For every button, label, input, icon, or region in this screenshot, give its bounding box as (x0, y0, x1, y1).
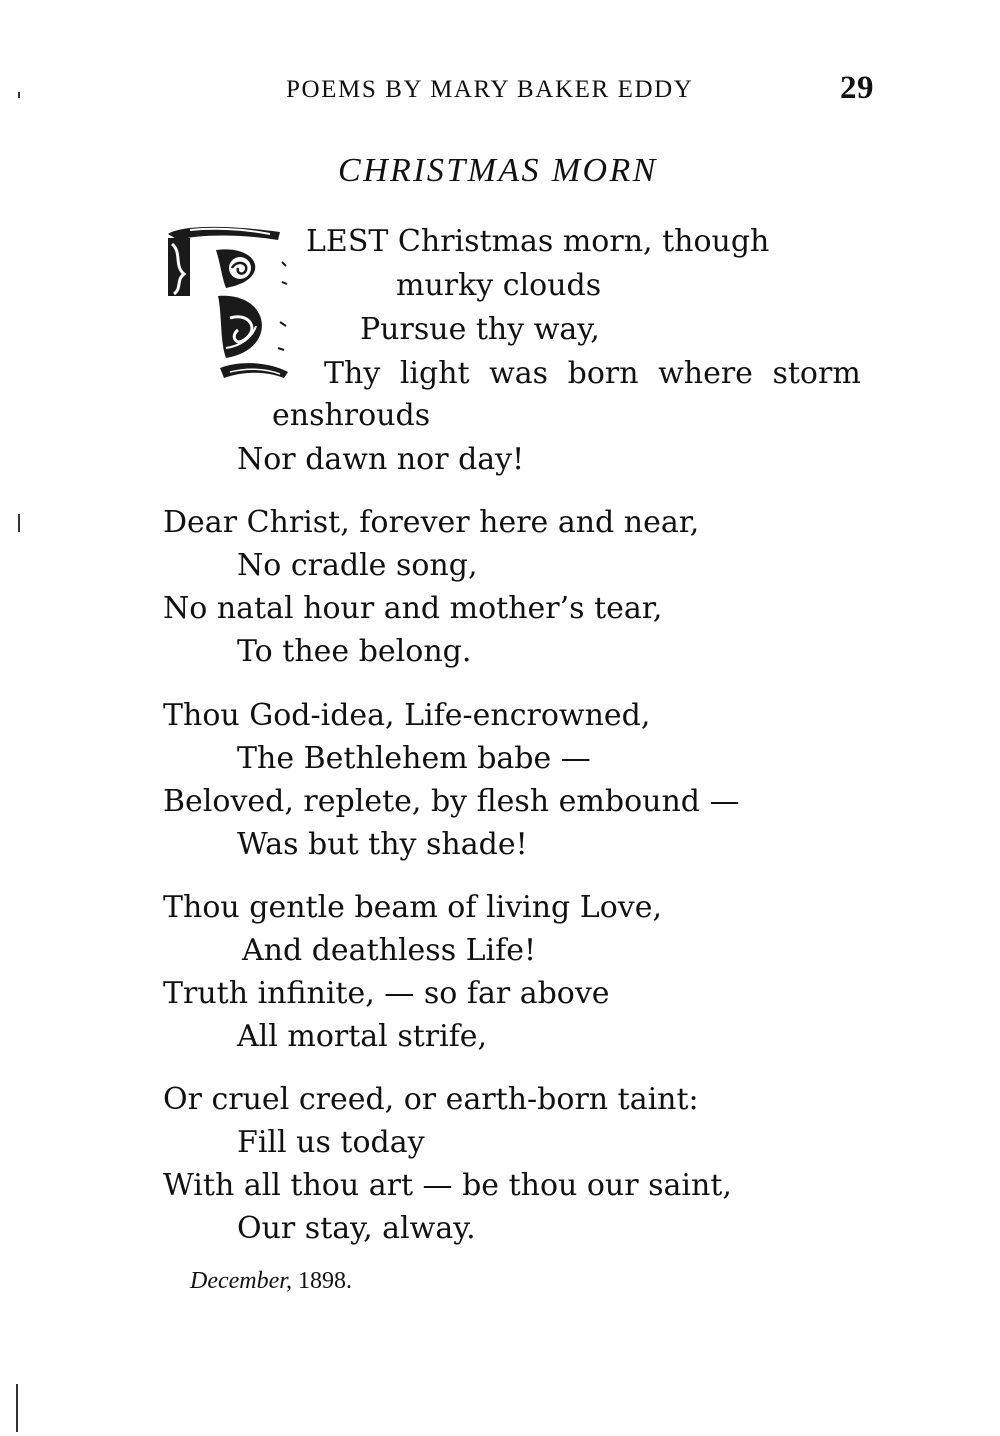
page-number: 29 (840, 70, 874, 106)
poem-date-month: December, (190, 1268, 292, 1294)
margin-mark (18, 514, 20, 532)
stanza3-line2: The Bethlehem babe — (237, 741, 591, 776)
stanza4-line2: And deathless Life! (242, 933, 537, 968)
stanza3-line1: Thou God-idea, Life-encrowned, (163, 698, 651, 733)
stanza5-line3: With all thou art — be thou our saint, (163, 1168, 732, 1203)
stanza4-line3: Truth infinite, — so far above (163, 976, 610, 1011)
stanza3-line3: Beloved, replete, by flesh embound — (163, 784, 740, 819)
margin-mark (16, 1384, 18, 1432)
margin-mark (18, 92, 20, 98)
stanza1-line1: LEST Christmas morn, though (306, 224, 770, 259)
stanza1-line3: Pursue thy way, (360, 312, 600, 347)
stanza1-line2: murky clouds (396, 268, 602, 303)
stanza2-line2: No cradle song, (237, 548, 478, 583)
stanza2-line4: To thee belong. (237, 634, 472, 669)
stanza5-line4: Our stay, alway. (237, 1211, 476, 1246)
poem-date-year: 1898. (297, 1268, 352, 1294)
stanza5-line1: Or cruel creed, or earth-born taint: (163, 1082, 699, 1117)
poem-date (190, 1268, 352, 1295)
stanza1-line4: Thy light was born where storm (324, 356, 861, 391)
stanza3-line4: Was but thy shade! (237, 827, 528, 862)
stanza4-line4: All mortal strife, (237, 1019, 488, 1054)
stanza2-line3: No natal hour and mother’s tear, (163, 591, 663, 626)
running-head: POEMS BY MARY BAKER EDDY (286, 76, 694, 103)
stanza1-line5: enshrouds (272, 398, 431, 433)
stanza5-line2: Fill us today (237, 1125, 425, 1160)
stanza1-line6: Nor dawn nor day! (237, 442, 525, 477)
poem-title: CHRISTMAS MORN (338, 152, 658, 189)
stanza2-line1: Dear Christ, forever here and near, (163, 505, 700, 540)
stanza4-line1: Thou gentle beam of living Love, (163, 890, 663, 925)
dropcap-ornament-icon (160, 222, 292, 384)
